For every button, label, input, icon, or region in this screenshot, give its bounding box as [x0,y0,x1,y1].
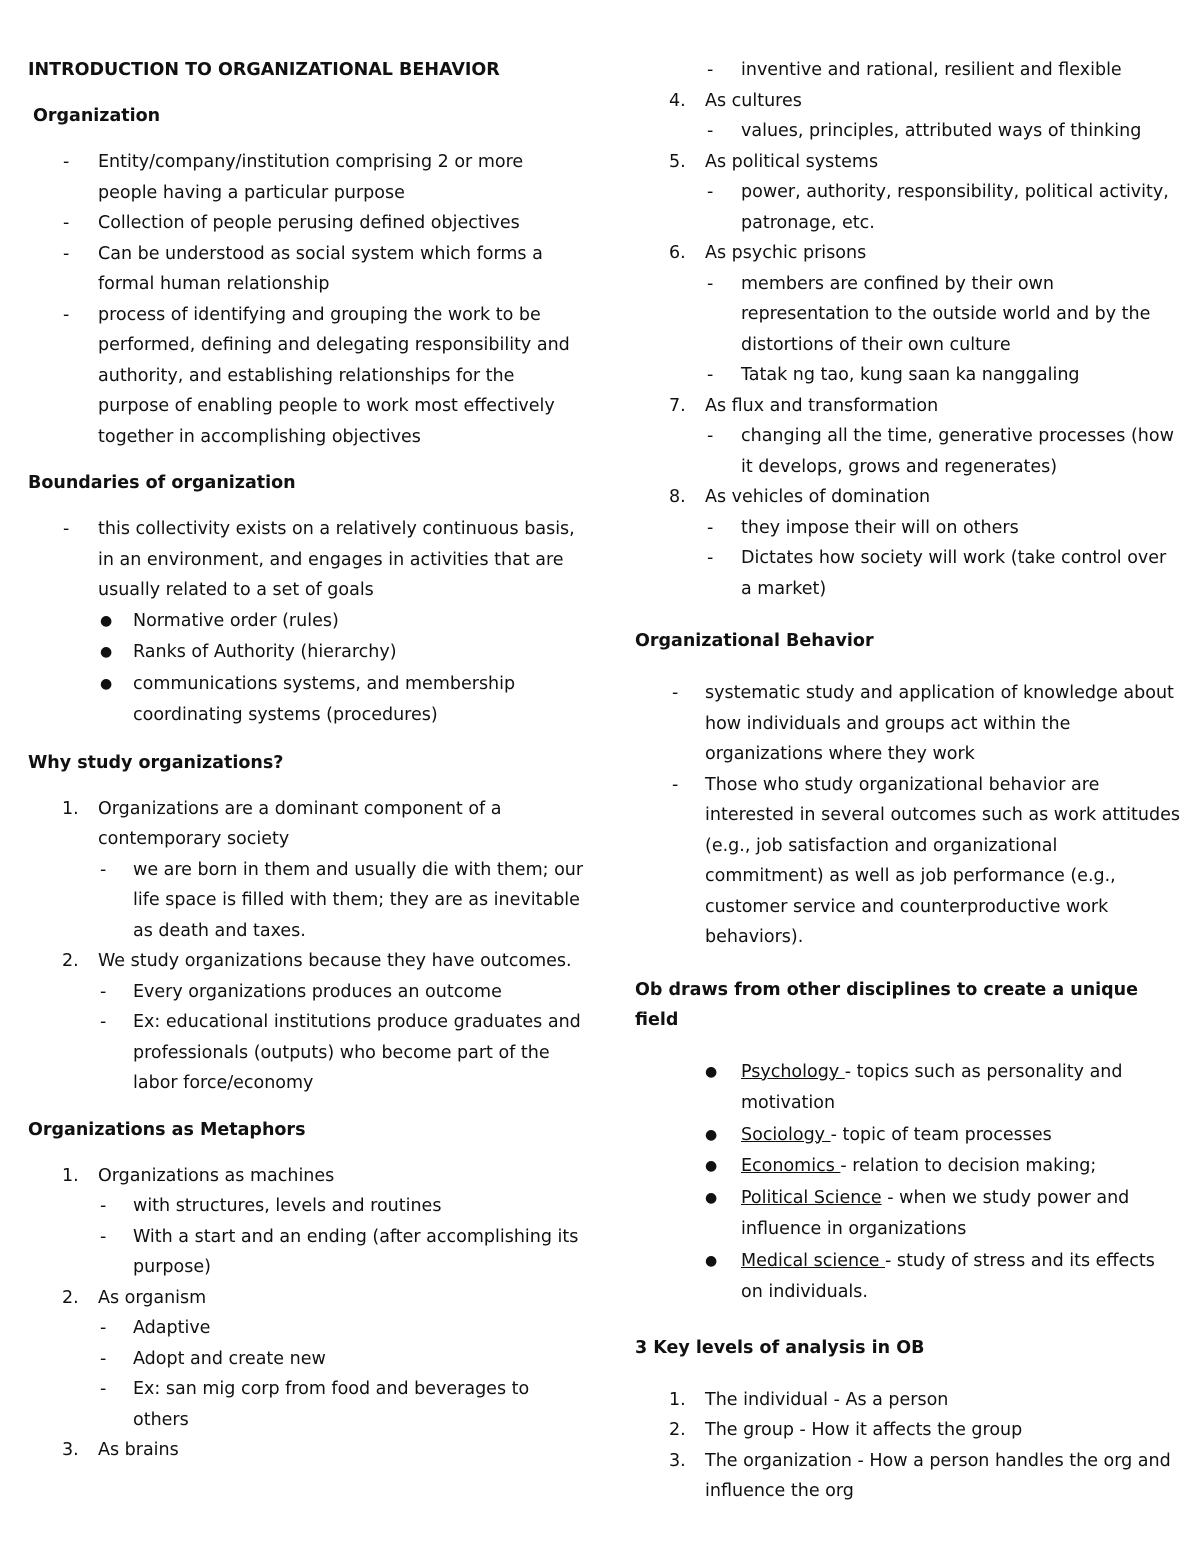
sub-item [28,1191,588,1222]
dash-marker: - [100,1318,107,1338]
numbered-item-text: As political systems [705,151,879,172]
bullet-marker: ● [100,612,113,629]
discipline-term: Medical science [741,1250,886,1271]
bullet-marker: ● [100,675,113,692]
dash-marker: - [707,517,714,538]
numbered-item [28,1435,588,1466]
sub-item [28,1344,588,1375]
sub-item [28,977,588,1008]
list-item [28,514,588,606]
numbered-item-text: Organizations as machines [98,1165,335,1186]
numbered-item [635,1415,1180,1446]
discipline-term: Psychology [741,1061,845,1082]
dash-marker: - [707,426,714,446]
dash-marker: - [100,1379,107,1399]
discipline-desc: - when we study power and influence in organizations [741,1187,1130,1239]
levels-heading: 3 Key levels of analysis in OB [635,1337,925,1358]
sub-item-text: they impose their will on others [741,517,1019,538]
dash-marker: - [100,1226,107,1247]
dash-marker: - [63,304,70,325]
number-marker: 3. [62,1440,79,1460]
list-item-text: Can be understood as social system which forms a formal human relationship [98,243,543,294]
dash-marker: - [707,548,714,568]
dash-marker: - [707,273,714,294]
dash-marker: - [707,365,714,385]
bullet-item [635,1246,1180,1309]
sub-item-text: values, principles, attributed ways of thinking [741,121,1142,141]
discipline-desc: - topic of team processes [830,1124,1052,1145]
list-item [28,239,588,300]
list-item-text: this collectivity exists on a relatively continuous basis, in an environment, and engages in activities that are usually related to a set of goals [98,519,575,600]
discipline-desc: - topics such as personality and motivation [741,1061,1123,1113]
number-marker: 1. [62,1165,79,1186]
numbered-item-text: As vehicles of domination [705,487,931,507]
number-marker: 1. [669,1389,686,1410]
sub-item-text: Ex: educational institutions produce graduates and professionals (outputs) who become part of the labor force/economy [133,1012,581,1093]
sub-item-text: changing all the time, generative processes (how it develops, grows and regenerates) [741,426,1174,477]
number-marker: 2. [62,1287,79,1308]
numbered-item [28,1283,588,1314]
sub-item-text: Ex: san mig corp from food and beverages to others [133,1379,530,1430]
bullet-item [28,637,588,669]
discipline-desc: - study of stress and its effects on individuals. [741,1250,1155,1302]
sub-item [635,421,1180,482]
sub-item-text: we are born in them and usually die with them; our life space is filled with them; they are as inevitable as death and taxes. [133,859,584,941]
sub-item-text: Every organizations produces an outcome [133,981,502,1002]
boundaries-heading: Boundaries of organization [28,473,296,493]
bullet-item [28,606,588,638]
bullet-marker: ● [705,1189,718,1206]
dash-marker: - [100,981,107,1002]
sub-item [635,55,1180,86]
sub-item [635,360,1180,391]
numbered-item-text: The individual - As a person [705,1389,949,1410]
sub-item-text: inventive and rational, resilient and flexible [741,60,1122,80]
sub-item [635,269,1180,361]
discipline-term: Sociology [741,1124,831,1145]
numbered-item [635,1385,1180,1416]
ob-heading: Organizational Behavior [635,631,874,651]
sub-item-text: with structures, levels and routines [133,1196,442,1216]
list-item-text: systematic study and application of knowledge about how individuals and groups act within the organizations where they work [705,683,1174,764]
dash-marker: - [100,1196,107,1216]
list-item-text: process of identifying and grouping the work to be performed, defining and delegating responsibility and authority, and establishing relationships for the purpose of enabling people to work most effectively together in accomplishing objectives [98,304,570,447]
disciplines-heading: Ob draws from other disciplines to create a unique field [635,979,1139,1030]
sub-item [635,116,1180,147]
sub-item [28,855,588,947]
numbered-item [635,482,1180,513]
number-marker: 4. [669,90,686,111]
numbered-item-text: Organizations are a dominant component of a contemporary society [98,798,502,849]
sub-item-text: With a start and an ending (after accomplishing its purpose) [133,1226,579,1277]
numbered-item [28,794,588,855]
list-item [635,770,1180,953]
dash-marker: - [63,519,70,539]
dash-marker: - [707,60,714,80]
numbered-item-text: As psychic prisons [705,243,867,263]
dash-marker: - [63,243,70,264]
list-item-text: Collection of people perusing defined objectives [98,213,520,233]
list-item [28,147,588,208]
bullet-text: Normative order (rules) [133,610,339,631]
dash-marker: - [63,152,70,172]
list-item-text: Those who study organizational behavior are interested in several outcomes such as work attitudes (e.g., job satisfaction and organizational commitment) as well as job performance (e.g., customer service and counterproductive work behaviors). [705,774,1180,947]
discipline-term: Economics [741,1156,841,1176]
number-marker: 1. [62,798,79,819]
numbered-item [635,147,1180,178]
list-item-text: Entity/company/institution comprising 2 or more people having a particular purpose [98,152,524,203]
number-marker: 2. [62,951,79,971]
bullet-marker: ● [705,1158,718,1174]
sub-item [28,1222,588,1283]
numbered-item-text: The group - How it affects the group [705,1420,1023,1440]
bullet-item [635,1151,1180,1183]
metaphors-heading: Organizations as Metaphors [28,1119,306,1140]
numbered-item-text: As flux and transformation [705,395,939,416]
numbered-item-text: As cultures [705,90,802,111]
bullet-marker: ● [705,1252,718,1269]
discipline-term: Political Science [741,1187,882,1208]
numbered-item [635,238,1180,269]
numbered-item-text: The organization - How a person handles the org and influence the org [705,1450,1171,1501]
dash-marker: - [707,121,714,141]
bullet-text: communications systems, and membership coordinating systems (procedures) [133,673,516,725]
list-item [28,300,588,453]
numbered-item-text: As organism [98,1287,207,1308]
number-marker: 6. [669,243,686,263]
bullet-item [635,1183,1180,1246]
dash-marker: - [100,1348,107,1369]
sub-item [635,177,1180,238]
sub-item-text: Adopt and create new [133,1348,326,1369]
sub-item-text: power, authority, responsibility, political activity, patronage, etc. [741,182,1169,233]
number-marker: 2. [669,1420,686,1440]
number-marker: 8. [669,487,686,507]
discipline-desc: - relation to decision making; [840,1156,1097,1176]
page-title: INTRODUCTION TO ORGANIZATIONAL BEHAVIOR [28,60,500,80]
sub-item [635,543,1180,604]
dash-marker: - [100,859,107,880]
bullet-item [635,1120,1180,1152]
dash-marker: - [672,774,679,795]
sub-item-text: members are confined by their own representation to the outside world and by the distortions of their own culture [741,273,1151,355]
bullet-marker: ● [100,644,113,660]
right-column [635,55,1180,1507]
sub-item [635,513,1180,544]
sub-item [28,1374,588,1435]
number-marker: 7. [669,395,686,416]
numbered-item [635,86,1180,117]
dash-marker: - [672,683,679,703]
dash-marker: - [707,182,714,202]
sub-item [28,1313,588,1344]
bullet-item [635,1057,1180,1120]
sub-item-text: Dictates how society will work (take control over a market) [741,548,1167,599]
dash-marker: - [63,213,70,233]
numbered-item [28,946,588,977]
bullet-marker: ● [705,1063,718,1080]
list-item [28,208,588,239]
why-heading: Why study organizations? [28,752,284,773]
number-marker: 3. [669,1450,686,1471]
sub-item [28,1007,588,1099]
bullet-item [28,669,588,732]
sub-item-text: Tatak ng tao, kung saan ka nanggaling [741,365,1080,385]
numbered-item [635,391,1180,422]
left-column [28,55,588,1466]
numbered-item-text: As brains [98,1440,179,1460]
numbered-item [28,1161,588,1192]
organization-heading: Organization [33,106,161,126]
bullet-text: Ranks of Authority (hierarchy) [133,642,397,662]
list-item [635,678,1180,770]
number-marker: 5. [669,151,686,172]
numbered-item-text: We study organizations because they have outcomes. [98,951,572,971]
organization-list [28,147,588,452]
numbered-item [635,1446,1180,1507]
dash-marker: - [100,1012,107,1032]
sub-item-text: Adaptive [133,1318,211,1338]
bullet-marker: ● [705,1126,718,1143]
